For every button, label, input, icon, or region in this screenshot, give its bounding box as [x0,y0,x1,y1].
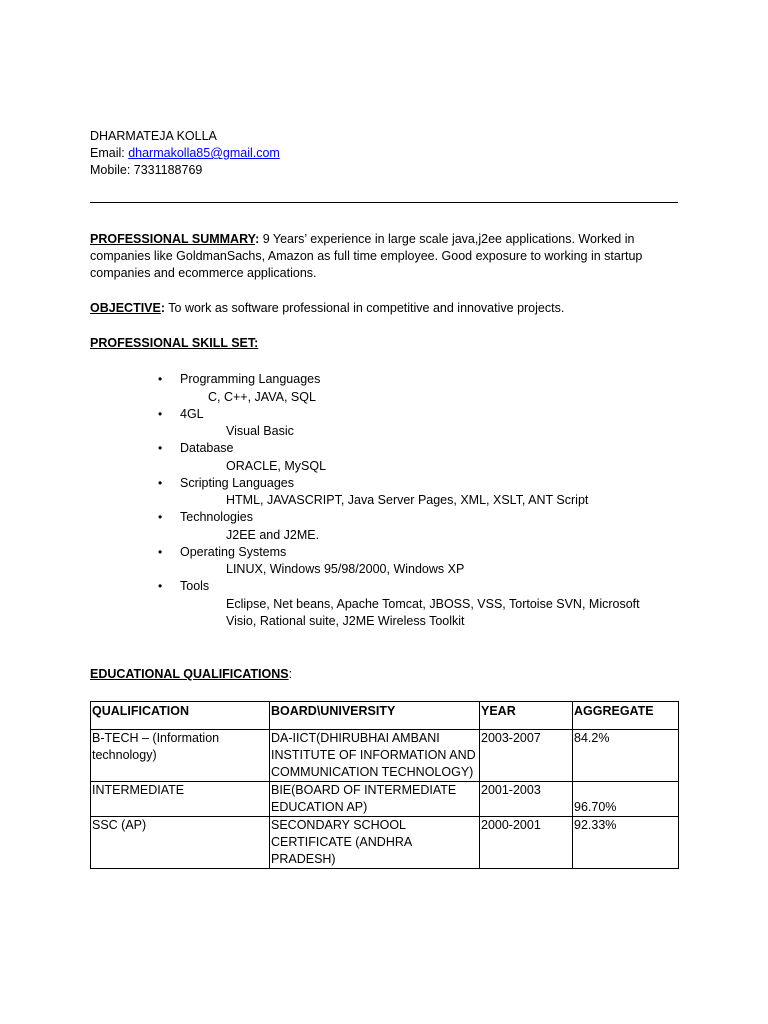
skill-title: Database [180,441,234,455]
skill-detail: Visual Basic [226,424,294,438]
email-link[interactable]: dharmakolla85@gmail.com [128,146,280,160]
cell-aggregate: 92.33% [573,817,679,869]
table-header-row [91,702,679,730]
skills-heading: PROFESSIONAL SKILL SET: [90,336,259,350]
skill-detail: J2EE and J2ME. [226,527,320,542]
email-line [90,145,680,162]
skill-item [90,509,680,544]
cell-qualification: SSC (AP) [91,817,270,869]
cell-qualification: INTERMEDIATE [91,782,270,817]
summary-colon: : [255,232,260,246]
skills-heading-line [90,335,665,352]
professional-summary [90,231,665,282]
skill-title: Tools [180,579,210,593]
table-row [91,817,679,869]
cell-aggregate: 96.70% [573,782,679,817]
skill-title: 4GL [180,406,204,421]
summary-heading: PROFESSIONAL SUMMARY [90,232,256,246]
bullet-icon: • [158,406,163,421]
skill-item [90,406,680,441]
education-heading: EDUCATIONAL QUALIFICATIONS [90,667,289,681]
column-header-qualification: QUALIFICATION [91,702,270,730]
column-header-board: BOARD\UNIVERSITY [270,702,480,730]
education-table [90,701,679,869]
objective [90,300,665,317]
cell-year: 2003-2007 [480,730,573,782]
column-header-year: YEAR [480,702,573,730]
bullet-icon: • [158,510,163,524]
skill-title: Scripting Languages [180,475,294,490]
skill-item [90,371,680,406]
skill-item [90,440,680,475]
cell-qualification: B-TECH – (Information technology) [91,730,270,782]
skill-detail: Eclipse, Net beans, Apache Tomcat, JBOSS, VSS, Tortoise SVN, Microsoft Visio, Rational suite, J2ME Wireless Toolkit [226,596,640,628]
skill-detail: LINUX, Windows 95/98/2000, Windows XP [226,562,465,576]
skill-detail: HTML, JAVASCRIPT, Java Server Pages, XML, XSLT, ANT Script [226,493,589,507]
skill-title: Operating Systems [180,544,287,559]
skills-list [90,371,680,630]
bullet-icon: • [158,579,163,593]
bullet-icon: • [158,441,163,455]
bullet-icon: • [158,372,163,386]
header-divider [90,202,678,203]
cell-year: 2000-2001 [480,817,573,869]
cell-aggregate: 84.2% [573,730,679,782]
skill-detail: C, C++, JAVA, SQL [208,389,316,404]
cell-board: SECONDARY SCHOOL CERTIFICATE (ANDHRA PRADESH) [270,817,480,869]
candidate-name: DHARMATEJA KOLLA [90,129,217,143]
column-header-aggregate: AGGREGATE [573,702,679,730]
bullet-icon: • [158,475,163,490]
objective-colon: : [160,301,166,315]
cell-board: BIE(BOARD OF INTERMEDIATE EDUCATION AP) [270,782,480,817]
skill-title: Programming Languages [180,372,321,386]
skill-detail: ORACLE, MySQL [226,458,327,473]
bullet-icon: • [158,544,163,559]
contact-block [90,128,680,179]
skill-item [90,544,680,579]
skill-item [90,475,680,510]
mobile-line: Mobile: 7331188769 [90,163,203,177]
skill-title: Technologies [180,510,253,524]
table-row [91,782,679,817]
cell-year: 2001-2003 [480,782,573,817]
skill-item [90,578,680,630]
summary-text: 9 Years’ experience in large scale java,j2ee applications. Worked in companies like GoldmanSachs, Amazon as full time employee. Good exposure to working in startup companies and ecommerce applications. [90,232,643,280]
email-label: Email: [90,146,129,160]
education-colon: : [288,667,293,681]
objective-heading: OBJECTIVE [90,301,161,315]
table-row [91,730,679,782]
objective-text: To work as software professional in competitive and innovative projects. [165,301,565,315]
cell-board: DA-IICT(DHIRUBHAI AMBANI INSTITUTE OF INFORMATION AND COMMUNICATION TECHNOLOGY) [270,730,480,782]
education-heading-line [90,666,665,683]
